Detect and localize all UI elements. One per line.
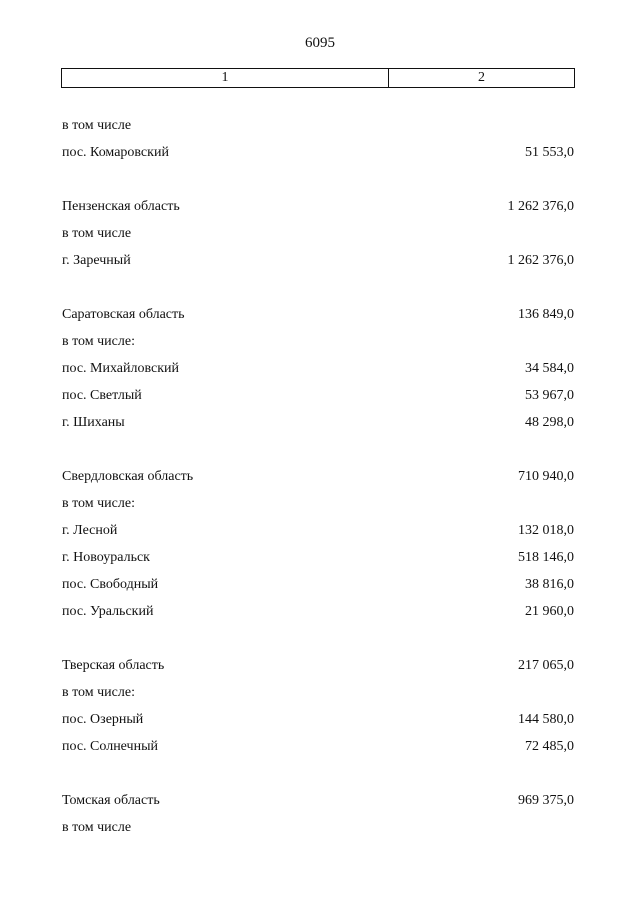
row-label: в том числе:: [62, 495, 135, 511]
row-label: пос. Свободный: [62, 576, 159, 592]
table-row: [62, 112, 574, 139]
row-label: пос. Уральский: [62, 603, 154, 619]
row-label: г. Шиханы: [62, 414, 125, 430]
table-row: [62, 328, 574, 355]
row-label: в том числе: [62, 117, 132, 133]
table-row: [62, 679, 574, 706]
row-label: пос. Михайловский: [62, 360, 180, 376]
row-value: 38 816,0: [525, 576, 574, 592]
table-row: [62, 409, 574, 436]
table-spacer-row: [62, 274, 574, 301]
table-row: [62, 706, 574, 733]
row-label: Томская область: [62, 792, 160, 808]
row-label: пос. Светлый: [62, 387, 142, 403]
table-spacer-row: [62, 166, 574, 193]
table-body: [62, 112, 574, 841]
table-spacer-row: [62, 625, 574, 652]
column-header-1: 1: [62, 69, 389, 87]
row-label: пос. Комаровский: [62, 144, 169, 160]
table-row: [62, 193, 574, 220]
row-label: Саратовская область: [62, 306, 185, 322]
row-label: в том числе: [62, 819, 132, 835]
table-row: [62, 463, 574, 490]
table-row: [62, 814, 574, 841]
row-label: г. Лесной: [62, 522, 118, 538]
table-row: [62, 517, 574, 544]
row-value: 144 580,0: [518, 711, 574, 727]
page-number: 6095: [305, 35, 335, 51]
row-value: 710 940,0: [518, 468, 574, 484]
table-row: [62, 301, 574, 328]
row-value: 132 018,0: [518, 522, 574, 538]
row-label: пос. Солнечный: [62, 738, 158, 754]
table-spacer-row: [62, 436, 574, 463]
row-label: в том числе: [62, 225, 132, 241]
table-row: [62, 490, 574, 517]
column-header-2: 2: [478, 70, 485, 85]
row-label: г. Заречный: [62, 252, 131, 268]
row-value: 1 262 376,0: [507, 252, 574, 268]
row-label: пос. Озерный: [62, 711, 144, 727]
row-label: Пензенская область: [62, 198, 180, 214]
row-label: в том числе:: [62, 684, 135, 700]
table-row: [62, 544, 574, 571]
row-label: Тверская область: [62, 657, 165, 673]
row-value: 217 065,0: [518, 657, 574, 673]
row-value: 34 584,0: [525, 360, 574, 376]
table-row: [62, 571, 574, 598]
table-row: [62, 598, 574, 625]
row-value: 53 967,0: [525, 387, 574, 403]
table-row: [62, 652, 574, 679]
row-value: 136 849,0: [518, 306, 574, 322]
row-label: в том числе:: [62, 333, 135, 349]
table-column-header: [61, 68, 575, 88]
table-row: [62, 787, 574, 814]
table-row: [62, 382, 574, 409]
table-row: [62, 355, 574, 382]
table-row: [62, 733, 574, 760]
row-value: 518 146,0: [518, 549, 574, 565]
table-row: [62, 247, 574, 274]
row-label: г. Новоуральск: [62, 549, 150, 565]
table-spacer-row: [62, 760, 574, 787]
row-value: 21 960,0: [525, 603, 574, 619]
row-value: 969 375,0: [518, 792, 574, 808]
row-value: 48 298,0: [525, 414, 574, 430]
row-label: Свердловская область: [62, 468, 194, 484]
row-value: 51 553,0: [525, 144, 574, 160]
row-value: 1 262 376,0: [507, 198, 574, 214]
row-value: 72 485,0: [525, 738, 574, 754]
table-row: [62, 220, 574, 247]
table-row: [62, 139, 574, 166]
